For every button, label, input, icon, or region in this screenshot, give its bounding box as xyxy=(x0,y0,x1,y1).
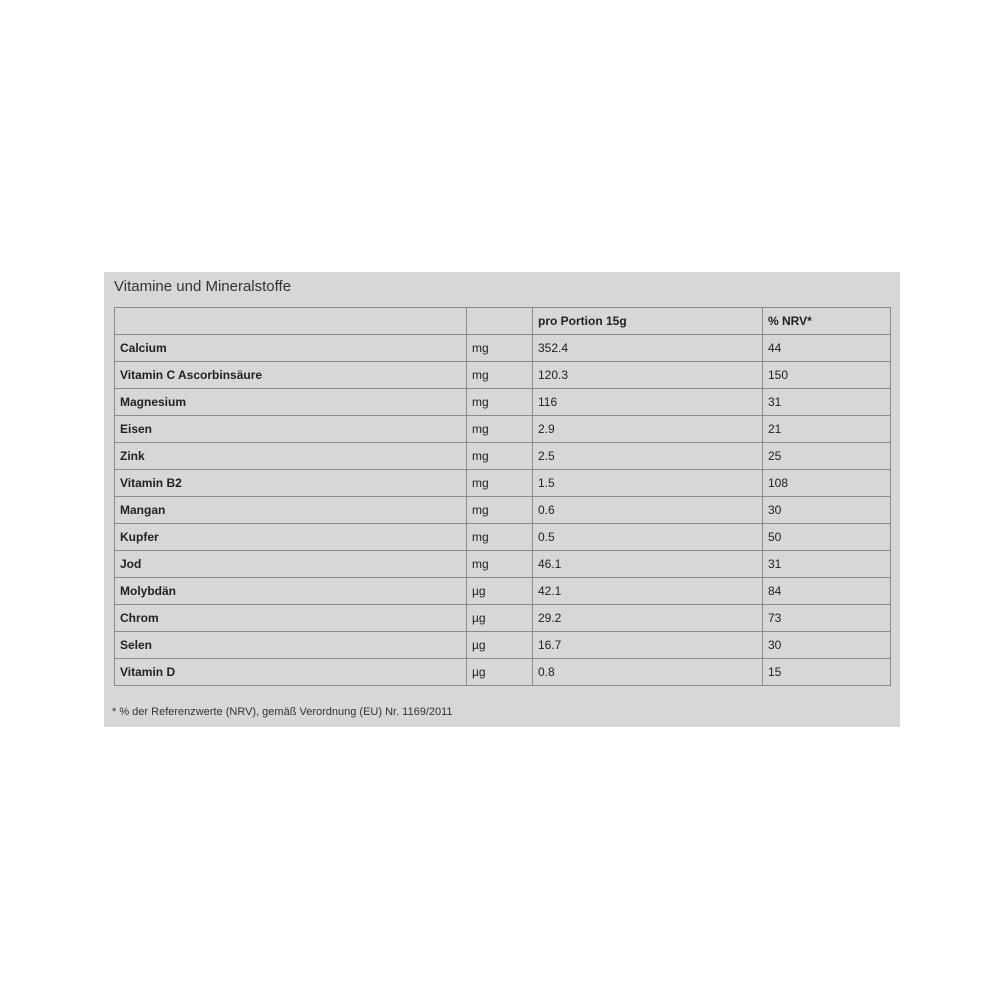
nutrient-name: Kupfer xyxy=(115,524,467,551)
nutrient-unit: µg xyxy=(467,605,533,632)
nutrient-name: Zink xyxy=(115,443,467,470)
table-row xyxy=(115,605,891,632)
nutrient-unit: mg xyxy=(467,443,533,470)
nutrient-unit: mg xyxy=(467,335,533,362)
nutrient-nrv: 31 xyxy=(763,389,891,416)
nutrient-nrv: 73 xyxy=(763,605,891,632)
nutrient-name: Calcium xyxy=(115,335,467,362)
nutrient-portion: 116 xyxy=(533,389,763,416)
nutrient-name: Eisen xyxy=(115,416,467,443)
nutrient-name: Chrom xyxy=(115,605,467,632)
table-row xyxy=(115,551,891,578)
table-row xyxy=(115,335,891,362)
nutrient-portion: 42.1 xyxy=(533,578,763,605)
nutrient-nrv: 15 xyxy=(763,659,891,686)
nutrient-nrv: 25 xyxy=(763,443,891,470)
nutrient-unit: mg xyxy=(467,362,533,389)
header-portion: pro Portion 15g xyxy=(533,308,763,335)
nutrient-portion: 1.5 xyxy=(533,470,763,497)
nutrient-unit: mg xyxy=(467,470,533,497)
nutrition-panel xyxy=(104,272,900,727)
nutrient-name: Magnesium xyxy=(115,389,467,416)
nutrient-unit: mg xyxy=(467,389,533,416)
nutrient-name: Vitamin C Ascorbinsäure xyxy=(115,362,467,389)
nutrient-nrv: 30 xyxy=(763,497,891,524)
panel-title: Vitamine und Mineralstoffe xyxy=(114,278,292,295)
nutrient-nrv: 21 xyxy=(763,416,891,443)
nutrient-unit: µg xyxy=(467,659,533,686)
table-row xyxy=(115,389,891,416)
nutrient-portion: 352.4 xyxy=(533,335,763,362)
nutrient-name: Selen xyxy=(115,632,467,659)
nutrient-nrv: 50 xyxy=(763,524,891,551)
nutrient-portion: 2.9 xyxy=(533,416,763,443)
nutrient-portion: 29.2 xyxy=(533,605,763,632)
nutrient-portion: 0.6 xyxy=(533,497,763,524)
nutrient-nrv: 108 xyxy=(763,470,891,497)
footnote: * % der Referenzwerte (NRV), gemäß Verordnung (EU) Nr. 1169/2011 xyxy=(112,706,453,718)
nutrient-nrv: 30 xyxy=(763,632,891,659)
nutrient-portion: 120.3 xyxy=(533,362,763,389)
header-unit xyxy=(467,308,533,335)
nutrient-unit: mg xyxy=(467,524,533,551)
nutrient-name: Mangan xyxy=(115,497,467,524)
nutrient-name: Molybdän xyxy=(115,578,467,605)
nutrient-portion: 0.5 xyxy=(533,524,763,551)
table-row xyxy=(115,578,891,605)
nutrient-name: Vitamin D xyxy=(115,659,467,686)
table-row xyxy=(115,443,891,470)
table-row xyxy=(115,497,891,524)
nutrient-nrv: 84 xyxy=(763,578,891,605)
nutrient-name: Vitamin B2 xyxy=(115,470,467,497)
table-header-row xyxy=(115,308,891,335)
nutrient-unit: µg xyxy=(467,632,533,659)
table-row xyxy=(115,524,891,551)
nutrient-unit: mg xyxy=(467,551,533,578)
table-row xyxy=(115,632,891,659)
nutrition-table xyxy=(114,307,891,686)
table-row xyxy=(115,659,891,686)
nutrient-portion: 0.8 xyxy=(533,659,763,686)
nutrient-unit: mg xyxy=(467,416,533,443)
nutrient-portion: 46.1 xyxy=(533,551,763,578)
table-row xyxy=(115,416,891,443)
header-nrv: % NRV* xyxy=(763,308,891,335)
nutrient-unit: mg xyxy=(467,497,533,524)
header-name xyxy=(115,308,467,335)
nutrient-name: Jod xyxy=(115,551,467,578)
nutrient-unit: µg xyxy=(467,578,533,605)
nutrient-nrv: 31 xyxy=(763,551,891,578)
nutrient-nrv: 150 xyxy=(763,362,891,389)
table-row xyxy=(115,362,891,389)
table-row xyxy=(115,470,891,497)
nutrient-portion: 16.7 xyxy=(533,632,763,659)
nutrient-portion: 2.5 xyxy=(533,443,763,470)
nutrient-nrv: 44 xyxy=(763,335,891,362)
